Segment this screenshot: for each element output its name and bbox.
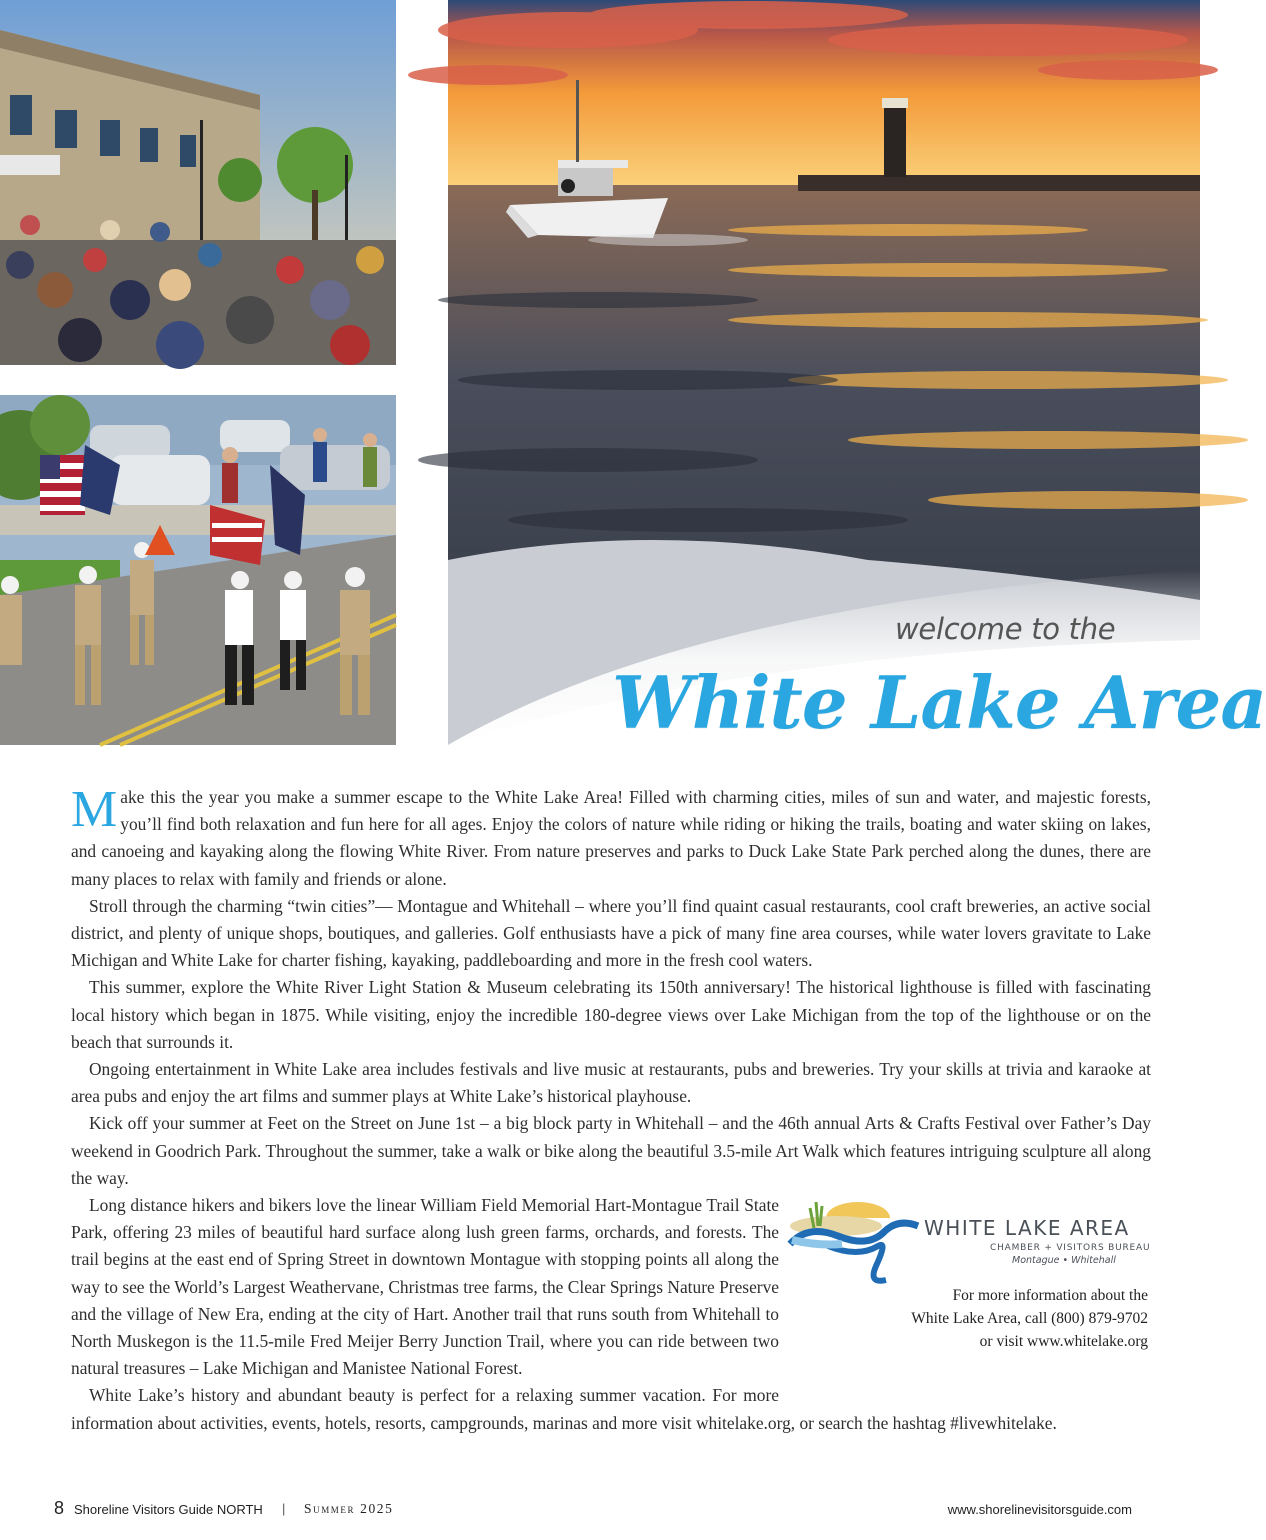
page-number: 8: [54, 1498, 65, 1518]
page-footer: [54, 1498, 1132, 1521]
contact-info-line: or visit www.whitelake.org: [979, 1333, 1148, 1350]
article-paragraph: Long distance hikers and bikers love the linear William Field Memorial Hart-Montague Trail State Park, offering 23 miles of beautiful hard surface along lush green farms, orchards, and forests. The trail begins at the east end of Spring Street in downtown Montague with stopping points all along the way to see the World’s Largest Weathervane, Christmas tree farms, the Clear Springs Nature Preserve and the village of New Era, ending at the city of Hart. Another trail that runs south from Whitehall to North Muskegon is the 11.5-mile Fred Meijer Berry Junction Trail, where you can ride between two natural treasures – Lake Michigan and Manistee National Forest.: [71, 1195, 779, 1379]
article-body: [71, 781, 1151, 1437]
logo-towns: Montague • Whitehall: [1012, 1255, 1116, 1266]
publication-name: Shoreline Visitors Guide NORTH: [74, 1502, 263, 1517]
footer-separator: |: [282, 1501, 286, 1516]
street-concert-photo: [0, 0, 396, 365]
logo-spacer: [789, 1192, 1151, 1402]
article-paragraph: This summer, explore the White River Light Station & Museum celebrating its 150th anniversary! The historical lighthouse is filled with fascinating local history which began in 1875. While visiting, enjoy the incredible 180-degree views over Lake Michigan from the top of the lighthouse or on the beach that surrounds it.: [71, 977, 1151, 1052]
logo-title: WHITE LAKE AREA: [924, 1216, 1130, 1240]
logo-subtitle: CHAMBER + VISITORS BUREAU: [990, 1243, 1151, 1253]
issue-season: Summer 2025: [304, 1501, 394, 1516]
footer-website-link[interactable]: www.shorelinevisitorsguide.com: [947, 1502, 1132, 1517]
parade-photo: [0, 395, 396, 745]
welcome-subtitle: welcome to the: [895, 612, 1116, 646]
drop-cap: M: [71, 781, 118, 838]
article-paragraph: Make this the year you make a summer escape to the White Lake Area! Filled with charming cities, miles of sun and water, and majestic forests, you’ll find both relaxation and fun here for all ages. Enjoy the colors of nature while riding or hiking the trails, boating and water skiing on lakes, and canoeing and kayaking along the flowing White River. From nature preserves and parks to Duck Lake State Park perched along the dunes, there are many places to relax with family and friends or alone.: [71, 781, 1151, 889]
article-paragraph: Stroll through the charming “twin cities”— Montague and Whitehall – where you’ll find quaint casual restaurants, cool craft breweries, an active social district, and plenty of unique shops, boutiques, and galleries. Golf enthusiasts have a pick of many fine area courses, while water lovers gravitate to Lake Michigan and White Lake for charter fishing, kayaking, paddleboarding and more in the fresh cool waters.: [71, 895, 1151, 971]
article-paragraph: Ongoing entertainment in White Lake area includes festivals and live music at restaurants, pubs and breweries. Try your skills at trivia and karaoke at area pubs and enjoy the art films and summer plays at White Lake’s historical playhouse.: [71, 1059, 1151, 1107]
page-title: White Lake Area: [612, 660, 1266, 745]
article-paragraph: Kick off your summer at Feet on the Street on June 1st – a big block party in Whitehall – and the 46th annual Arts & Crafts Festival over Father’s Day weekend in Goodrich Park. Throughout the summer, take a walk or bike along the beautiful 3.5-mile Art Walk which features intriguing sculpture all along the way.: [71, 1113, 1151, 1188]
article-paragraph: White Lake’s history and abundant beauty is perfect for a relaxing summer vacation. For more information about activities, events, hotels, resorts, campgrounds, marinas and more visit whitelake.org, or search the hashtag #livewhitelake.: [71, 1385, 1057, 1433]
contact-info-line: For more information about the: [952, 1287, 1148, 1304]
contact-info-line: White Lake Area, call (800) 879-9702: [911, 1310, 1148, 1327]
